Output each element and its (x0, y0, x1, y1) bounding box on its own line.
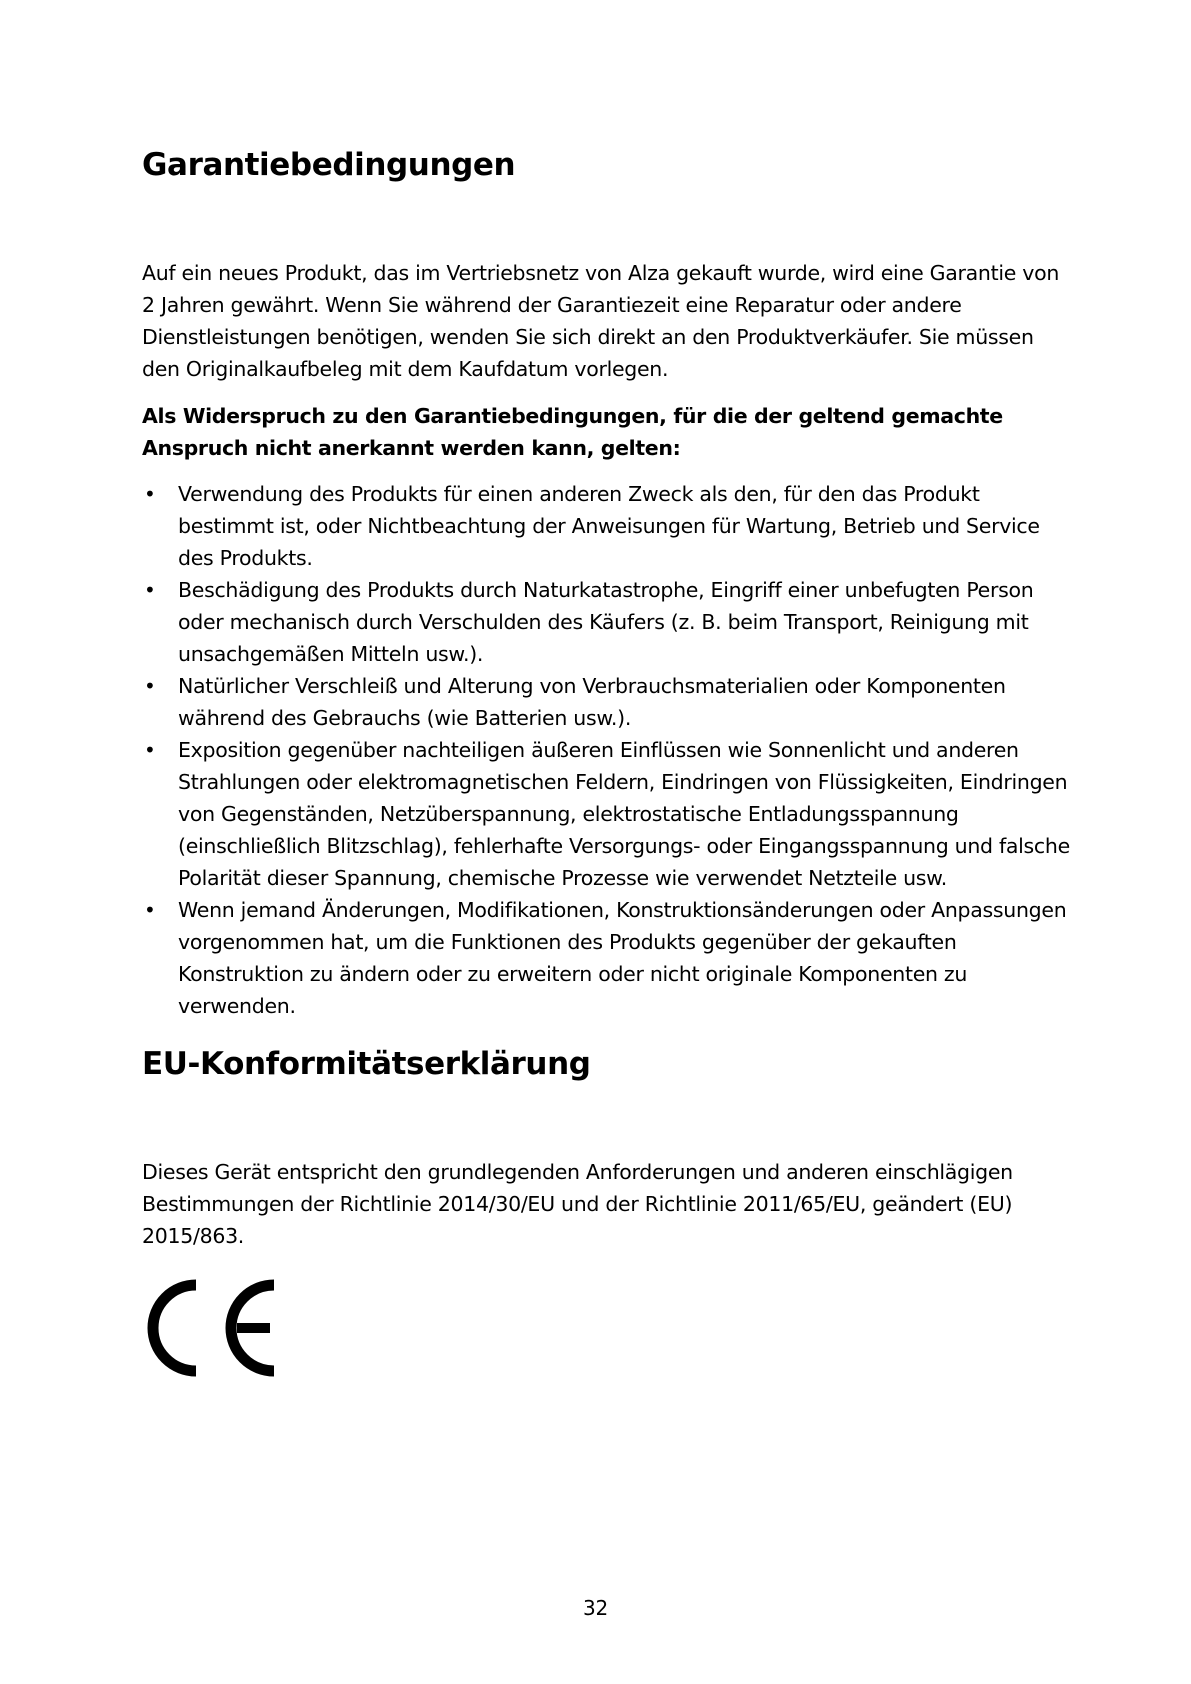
list-item (142, 478, 1072, 574)
list-item (142, 574, 1072, 670)
page-content (142, 140, 1072, 1252)
warranty-exclusions-heading: Als Widerspruch zu den Garantiebedingungen, für die der geltend gemachte Anspruch nicht anerkannt werden kann, gelten: (142, 404, 1003, 460)
list-item (142, 670, 1072, 734)
section-title-warranty: Garantiebedingungen (142, 147, 516, 183)
bullet-icon: • (144, 482, 156, 506)
list-item-text: Natürlicher Verschleiß und Alterung von Verbrauchsmaterialien oder Komponenten während des Gebrauchs (wie Batterien usw.). (178, 674, 1006, 730)
list-item-text: Exposition gegenüber nachteiligen äußeren Einflüssen wie Sonnenlicht und anderen Strahlungen oder elektromagnetischen Feldern, Eindringen von Flüssigkeiten, Eindringen von Gegenständen, Netzüberspannung, elektrostatische Entladungsspannung (einschließlich Blitzschlag), fehlerhafte Versorgungs- oder Eingangsspannung und falsche Polarität dieser Spannung, chemische Prozesse wie verwendet Netzteile usw. (178, 738, 1070, 890)
eu-conformity-paragraph: Dieses Gerät entspricht den grundlegenden Anforderungen und anderen einschlägigen Bestimmungen der Richtlinie 2014/30/EU und der Richtlinie 2011/65/EU, geändert (EU) 2015/863. (142, 1160, 1013, 1248)
list-item-text: Beschädigung des Produkts durch Naturkatastrophe, Eingriff einer unbefugten Person oder mechanisch durch Verschulden des Käufers (z. B. beim Transport, Reinigung mit unsachgemäßen Mitteln usw.). (178, 578, 1034, 666)
warranty-intro-paragraph: Auf ein neues Produkt, das im Vertriebsnetz von Alza gekauft wurde, wird eine Garantie von 2 Jahren gewährt. Wenn Sie während der Garantiezeit eine Reparatur oder andere Dienstleistungen benötigen, wenden Sie sich direkt an den Produktverkäufer. Sie müssen den Originalkaufbeleg mit dem Kaufdatum vorlegen. (142, 261, 1060, 381)
list-item-text: Verwendung des Produkts für einen anderen Zweck als den, für den das Produkt bestimmt ist, oder Nichtbeachtung der Anweisungen für Wartung, Betrieb und Service des Produkts. (178, 482, 1040, 570)
section-title-eu-conformity: EU-Konformitätserklärung (142, 1046, 591, 1082)
page-number: 32 (582, 1596, 609, 1620)
ce-mark-icon (142, 1278, 282, 1378)
warranty-exclusions-list (142, 478, 1072, 1022)
list-item (142, 734, 1072, 894)
list-item-text: Wenn jemand Änderungen, Modifikationen, Konstruktionsänderungen oder Anpassungen vorgenommen hat, um die Funktionen des Produkts gegenüber der gekauften Konstruktion zu ändern oder zu erweitern oder nicht originale Komponenten zu verwenden. (178, 898, 1067, 1018)
bullet-icon: • (144, 738, 156, 762)
list-item (142, 894, 1072, 1022)
bullet-icon: • (144, 674, 156, 698)
bullet-icon: • (144, 898, 156, 922)
bullet-icon: • (144, 578, 156, 602)
